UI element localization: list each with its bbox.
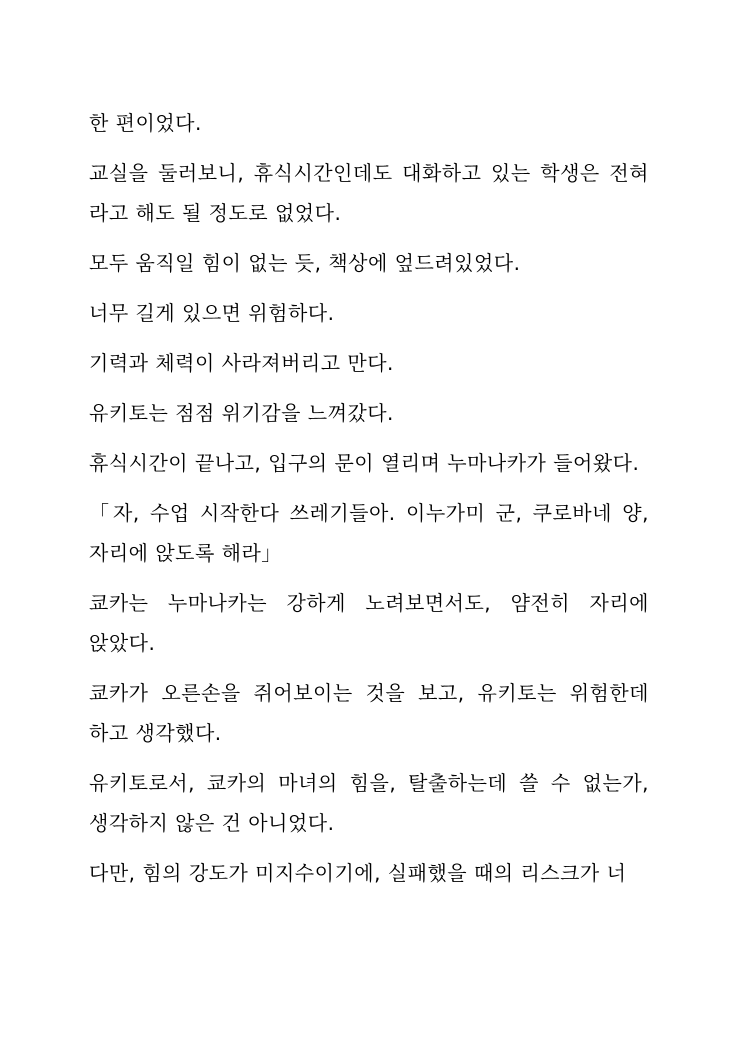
paragraph-6: 유키토는 점점 위기감을 느껴갔다. bbox=[89, 401, 394, 425]
paragraph-7: 휴식시간이 끝나고, 입구의 문이 열리며 누마나카가 들어왔다. bbox=[89, 451, 640, 475]
body-text bbox=[89, 103, 649, 903]
paragraph-1: 한 편이었다. bbox=[89, 111, 202, 135]
paragraph-4: 너무 길게 있으면 위험하다. bbox=[89, 301, 335, 325]
paragraph-5: 기력과 체력이 사라져버리고 만다. bbox=[89, 351, 394, 375]
paragraph-9: 쿄카는 누마나카는 강하게 노려보면서도, 얌전히 자리에 앉았다. bbox=[89, 591, 649, 655]
paragraph-2: 교실을 둘러보니, 휴식시간인데도 대화하고 있는 학생은 전혀 라고 해도 될 정도로 없었다. bbox=[89, 161, 649, 225]
paragraph-12: 다만, 힘의 강도가 미지수이기에, 실패했을 때의 리스크가 너 bbox=[89, 861, 627, 885]
paragraph-10: 쿄카가 오른손을 쥐어보이는 것을 보고, 유키토는 위험한데 하고 생각했다. bbox=[89, 681, 649, 745]
paragraph-8: 「자, 수업 시작한다 쓰레기들아. 이누가미 군, 쿠로바네 양, 자리에 앉도록 해라」 bbox=[89, 501, 649, 565]
paragraph-11: 유키토로서, 쿄카의 마녀의 힘을, 탈출하는데 쓸 수 없는가, 생각하지 않은 건 아니었다. bbox=[89, 771, 649, 835]
paragraph-3: 모두 움직일 힘이 없는 듯, 책상에 엎드려있었다. bbox=[89, 251, 521, 275]
